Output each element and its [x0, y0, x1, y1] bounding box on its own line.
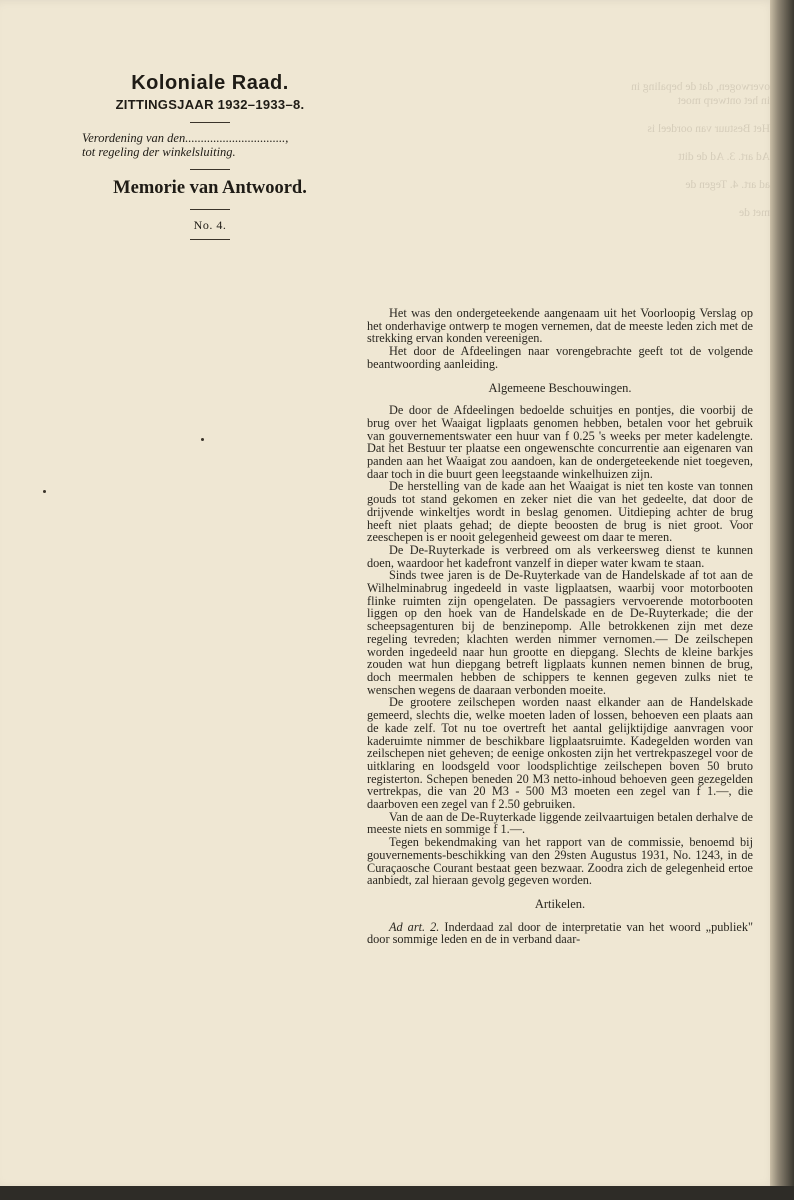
paragraph: Tegen bekendmaking van het rapport van de commissie, benoemd bij gouvernements-beschikking van den 29sten Augustus 1931, No. 1243, in de Curaçaosche Courant bestaat geen bezwaar. Zoodra zich de gelegenheid ertoe aanbiedt, zal hieraan gevolg gegeven worden.: [367, 835, 753, 888]
paragraph: De grootere zeilschepen worden naast elkander aan de Handelskade gemeerd, slechts die, welke moeten laden of lossen, behoeven een plaats aan de kade zelf. Tot nu toe overtreft het aantal gelijktijdige aanvragen voor kaderuimte nimmer de beschikbare ligplaatsruimte. Kadegelden worden van zeilschepen niet geheven; de eenige onkosten zijn het vertrekpaszegel voor de uitklaring en loodsgeld voor loodsplichtige zeilschepen boven 50 bruto registerton. Schepen beneden 20 M3 netto-inhoud behoeven geen gezegelden vertrekpas, die van 20 M3 - 500 M3 moeten een zegel van f 1.—, die daarboven een zegel van f 2.50 gebruiken.: [367, 695, 753, 812]
section-heading: Artikelen.: [534, 896, 586, 911]
section-heading: Algemeene Beschouwingen.: [488, 380, 632, 395]
memo-body: [367, 307, 753, 946]
paragraph: Sinds twee jaren is de De-Ruyterkade van de Handelskade af tot aan de Wilhelminabrug ingedeeld in vaste ligplaatsen, waarbij voor motorbooten flinke ruimten zijn opengelaten. De passagiers vervoerende motorbooten liggen op den hoek van de Handelskade en de De-Ruyterkade; die der scheepsagenturen bij de benzinepomp. Alle betrokkenen zijn met deze regeling tevreden; klachten werden nimmer vernomen.— De zeilschepen worden ingedeeld naar hun grootte en diepgang. Slechts de kleine barkjes zouden wat hun diepgang betreft ligplaats kunnen nemen binnen de brug, doch meermalen hebben de schippers te kennen gegeven zulks niet te wenschen wegens de daaraan verbonden moeite.: [367, 568, 753, 697]
paragraph: De herstelling van de kade aan het Waaigat is niet ten koste van tonnen gouds tot stand gekomen en zeker niet die van het gedeelte, dat door de drijvende winkeltjes wordt in beslag genomen. Uitdieping achter de brug heeft niet plaats gehad; de diepte beoosten de brug is niet groot. Voor zeeschepen is er nooit gelegenheid geweest om daar te meren.: [367, 479, 753, 545]
paragraph: Van de aan de De-Ruyterkade liggende zeilvaartuigen betalen derhalve de meeste niets en sommige f 1.—.: [367, 809, 753, 837]
show-through-text: [470, 80, 770, 220]
ghost-line: overwogen, dat de bepaling in: [631, 81, 770, 93]
ghost-line: met de: [739, 207, 770, 219]
scan-border: [0, 1186, 794, 1200]
paragraph-text: Inderdaad zal door de interpretatie van het woord „publiek" door sommige leden en de in verband daar-: [367, 919, 753, 947]
document-number: No. 4.: [193, 218, 227, 232]
divider: [190, 169, 230, 170]
paper-speck: [43, 490, 46, 493]
book-binding: [770, 0, 794, 1200]
paper-speck: [201, 438, 204, 441]
article-label: Ad art. 2.: [389, 919, 440, 934]
divider: [190, 239, 230, 240]
ghost-line: Ad art. 3. Ad de ditt: [678, 151, 770, 163]
divider: [190, 122, 230, 123]
paragraph: Het door de Afdeelingen naar vorengebrachte geeft tot de volgende beantwoording aanleiding.: [367, 344, 753, 371]
paragraph: De De-Ruyterkade is verbreed om als verkeersweg dienst te kunnen doen, waardoor het kadefront vanzelf in dieper water kwam te staan.: [367, 542, 753, 570]
ordinance-line: tot regeling der winkelsluiting.: [82, 145, 236, 159]
divider: [190, 209, 230, 210]
session-year: ZITTINGSJAAR 1932–1933–8.: [115, 97, 305, 112]
paragraph: Het was den ondergeteekende aangenaam uit het Voorloopig Verslag op het onderhavige ontwerp te mogen vernemen, dat de meeste leden zich met de strekking ervan konden vereenigen.: [367, 306, 753, 346]
ordinance-line: Verordening van den................................,: [82, 131, 289, 145]
document-header: [70, 72, 350, 248]
council-title: Koloniale Raad.: [131, 72, 289, 94]
document-type: Memorie van Antwoord.: [113, 178, 307, 198]
paragraph: [367, 921, 753, 946]
paragraph: De door de Afdeelingen bedoelde schuitjes en pontjes, die voorbij de brug over het Waaigat ligplaats genomen hebben, betalen voor het gebruik van gouvernementswater een huur van f 0.25 's weeks per meter kadelengte. Dat het Bestuur ter plaatse een ongewenschte concurrentie aan eigenaren van panden aan het Waaigat zou aandoen, kan de ondergeteekende niet toegeven, daar toch in die buurt geen leegstaande winkelhuizen zijn.: [367, 403, 753, 481]
ghost-line: ad art. 4. Tegen de: [685, 179, 770, 191]
ghost-line: Het Bestuur van oordeel is: [647, 123, 770, 135]
ghost-line: in het ontwerp moet: [677, 95, 770, 107]
ordinance-title: [70, 131, 350, 159]
